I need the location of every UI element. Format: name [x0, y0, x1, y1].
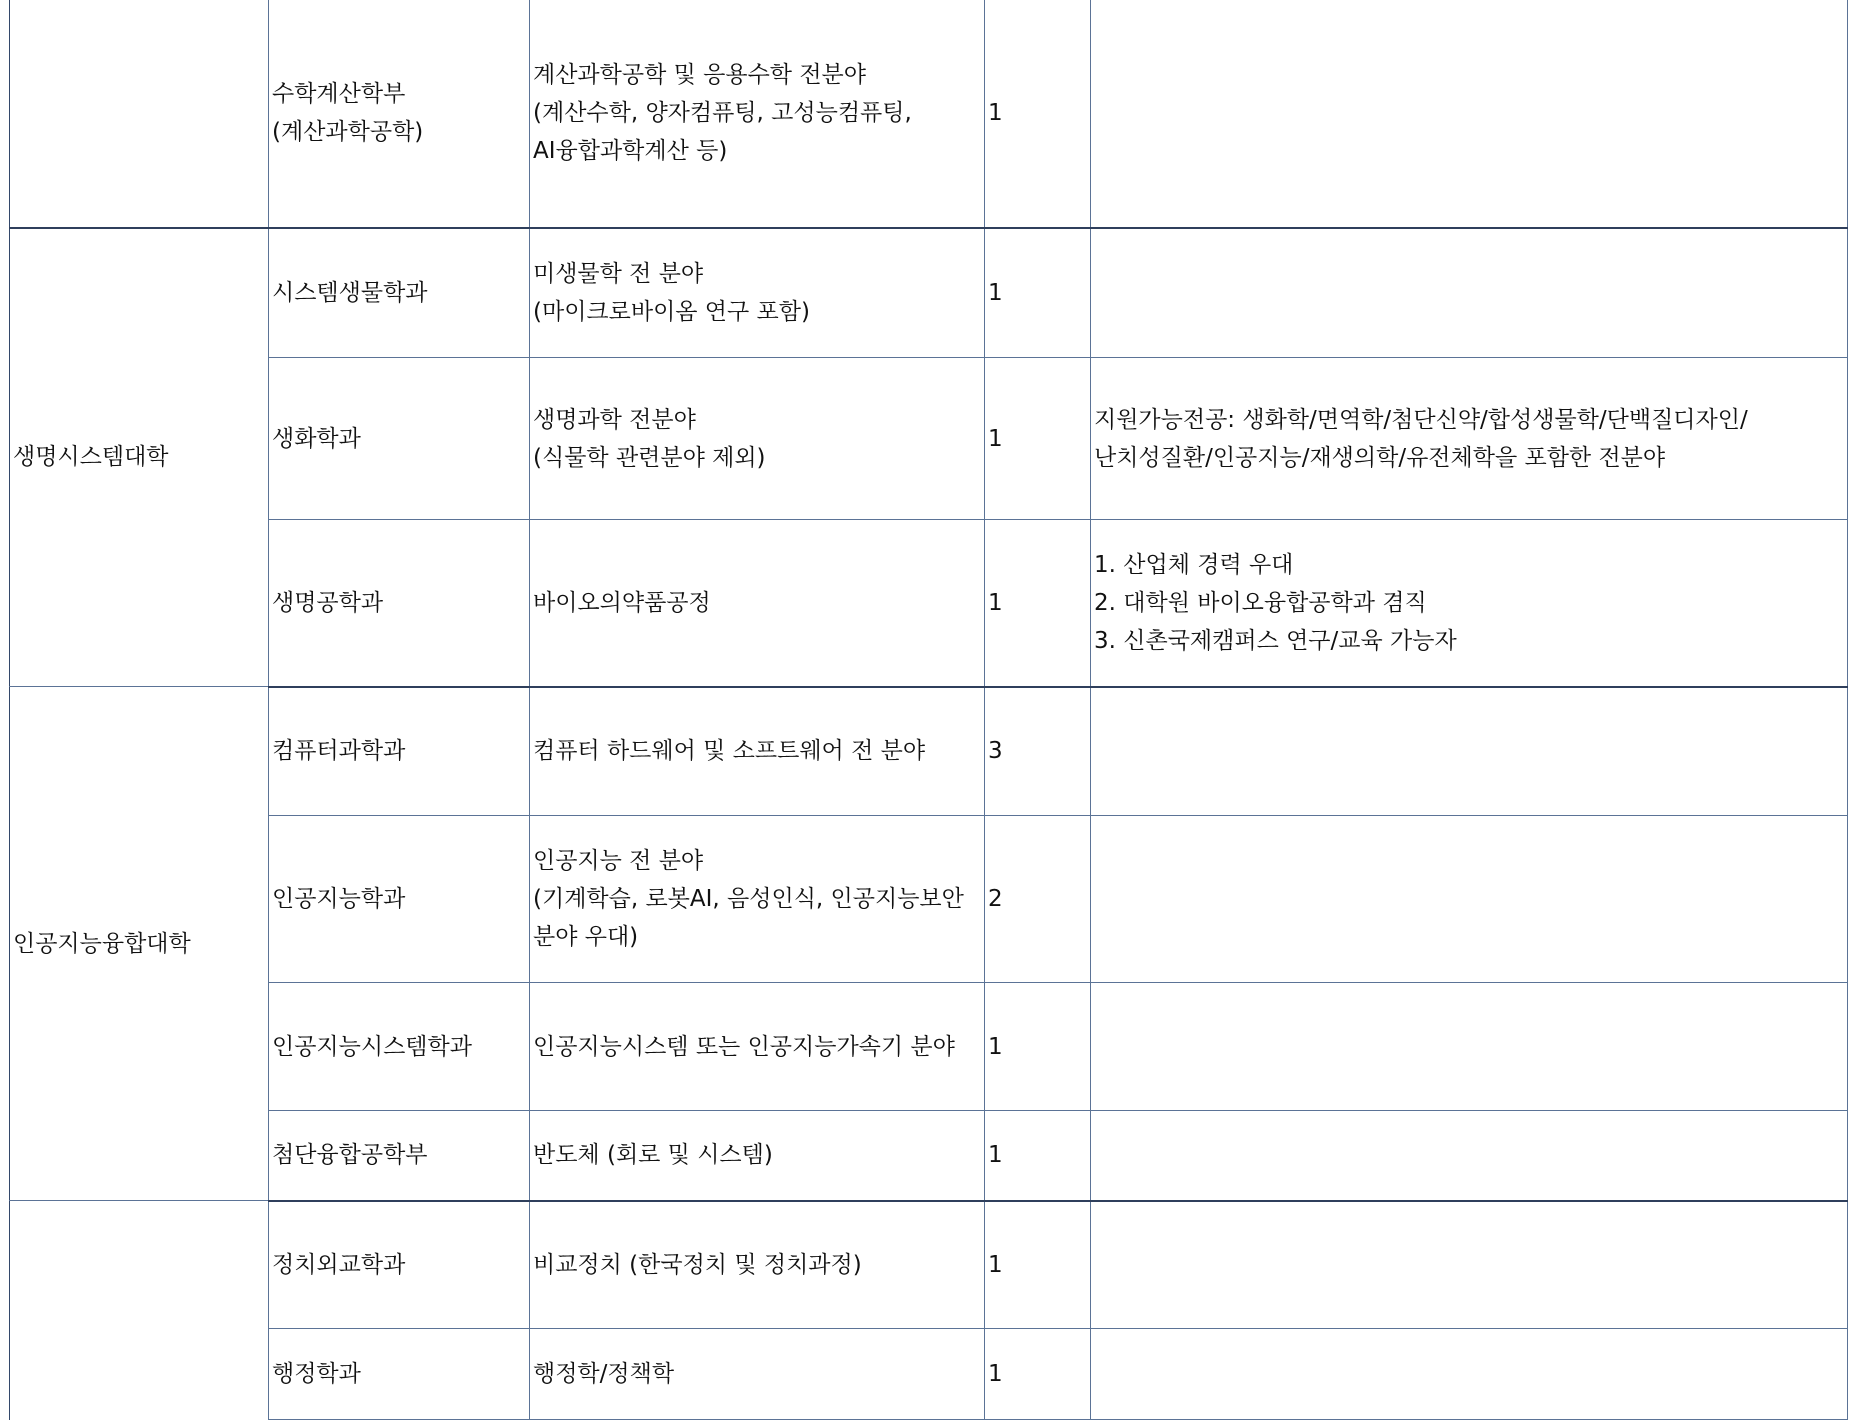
department-cell: 정치외교학과 [269, 1201, 530, 1329]
field-cell: 인공지능시스템 또는 인공지능가속기 분야 [530, 983, 985, 1111]
note-cell [1091, 1329, 1848, 1420]
department-cell: 생화학과 [269, 358, 530, 520]
department-cell: 인공지능학과 [269, 816, 530, 983]
count-cell: 2 [985, 816, 1091, 983]
table-row [10, 1329, 1848, 1420]
faculty-recruitment-table [9, 0, 1848, 1420]
department-cell: 시스템생물학과 [269, 228, 530, 358]
department-cell: 첨단융합공학부 [269, 1111, 530, 1201]
field-cell: 행정학/정책학 [530, 1329, 985, 1420]
department-cell: 생명공학과 [269, 520, 530, 687]
note-cell [1091, 687, 1848, 816]
department-cell: 행정학과 [269, 1329, 530, 1420]
field-cell: 생명과학 전분야 (식물학 관련분야 제외) [530, 358, 985, 520]
count-cell: 1 [985, 1329, 1091, 1420]
count-cell: 1 [985, 228, 1091, 358]
department-cell: 인공지능시스템학과 [269, 983, 530, 1111]
college-cell: 인공지능융합대학 [10, 687, 269, 1201]
count-cell: 1 [985, 520, 1091, 687]
table-row [10, 358, 1848, 520]
note-cell [1091, 228, 1848, 358]
table-row [10, 0, 1848, 228]
note-cell: 지원가능전공: 생화학/면역학/첨단신약/합성생물학/단백질디자인/ 난치성질환/인공지능/재생의학/유전체학을 포함한 전분야 [1091, 358, 1848, 520]
table-row [10, 228, 1848, 358]
note-cell [1091, 1111, 1848, 1201]
note-cell [1091, 983, 1848, 1111]
field-cell: 반도체 (회로 및 시스템) [530, 1111, 985, 1201]
note-cell [1091, 816, 1848, 983]
note-cell: 1. 산업체 경력 우대 2. 대학원 바이오융합공학과 겸직 3. 신촌국제캠퍼스 연구/교육 가능자 [1091, 520, 1848, 687]
field-cell: 미생물학 전 분야 (마이크로바이옴 연구 포함) [530, 228, 985, 358]
count-cell: 1 [985, 358, 1091, 520]
college-cell: 생명시스템대학 [10, 228, 269, 687]
field-cell: 비교정치 (한국정치 및 정치과정) [530, 1201, 985, 1329]
table-row [10, 1201, 1848, 1329]
count-cell: 1 [985, 1201, 1091, 1329]
table-row [10, 816, 1848, 983]
college-cell [10, 1201, 269, 1420]
table-row [10, 983, 1848, 1111]
field-cell: 바이오의약품공정 [530, 520, 985, 687]
count-cell: 1 [985, 0, 1091, 228]
count-cell: 1 [985, 1111, 1091, 1201]
department-cell: 수학계산학부 (계산과학공학) [269, 0, 530, 228]
field-cell: 컴퓨터 하드웨어 및 소프트웨어 전 분야 [530, 687, 985, 816]
note-cell [1091, 0, 1848, 228]
table-row [10, 520, 1848, 687]
table-row [10, 1111, 1848, 1201]
count-cell: 1 [985, 983, 1091, 1111]
table-row [10, 687, 1848, 816]
field-cell: 계산과학공학 및 응용수학 전분야 (계산수학, 양자컴퓨팅, 고성능컴퓨팅, AI융합과학계산 등) [530, 0, 985, 228]
college-cell [10, 0, 269, 228]
count-cell: 3 [985, 687, 1091, 816]
note-cell [1091, 1201, 1848, 1329]
department-cell: 컴퓨터과학과 [269, 687, 530, 816]
field-cell: 인공지능 전 분야 (기계학습, 로봇AI, 음성인식, 인공지능보안 분야 우대) [530, 816, 985, 983]
